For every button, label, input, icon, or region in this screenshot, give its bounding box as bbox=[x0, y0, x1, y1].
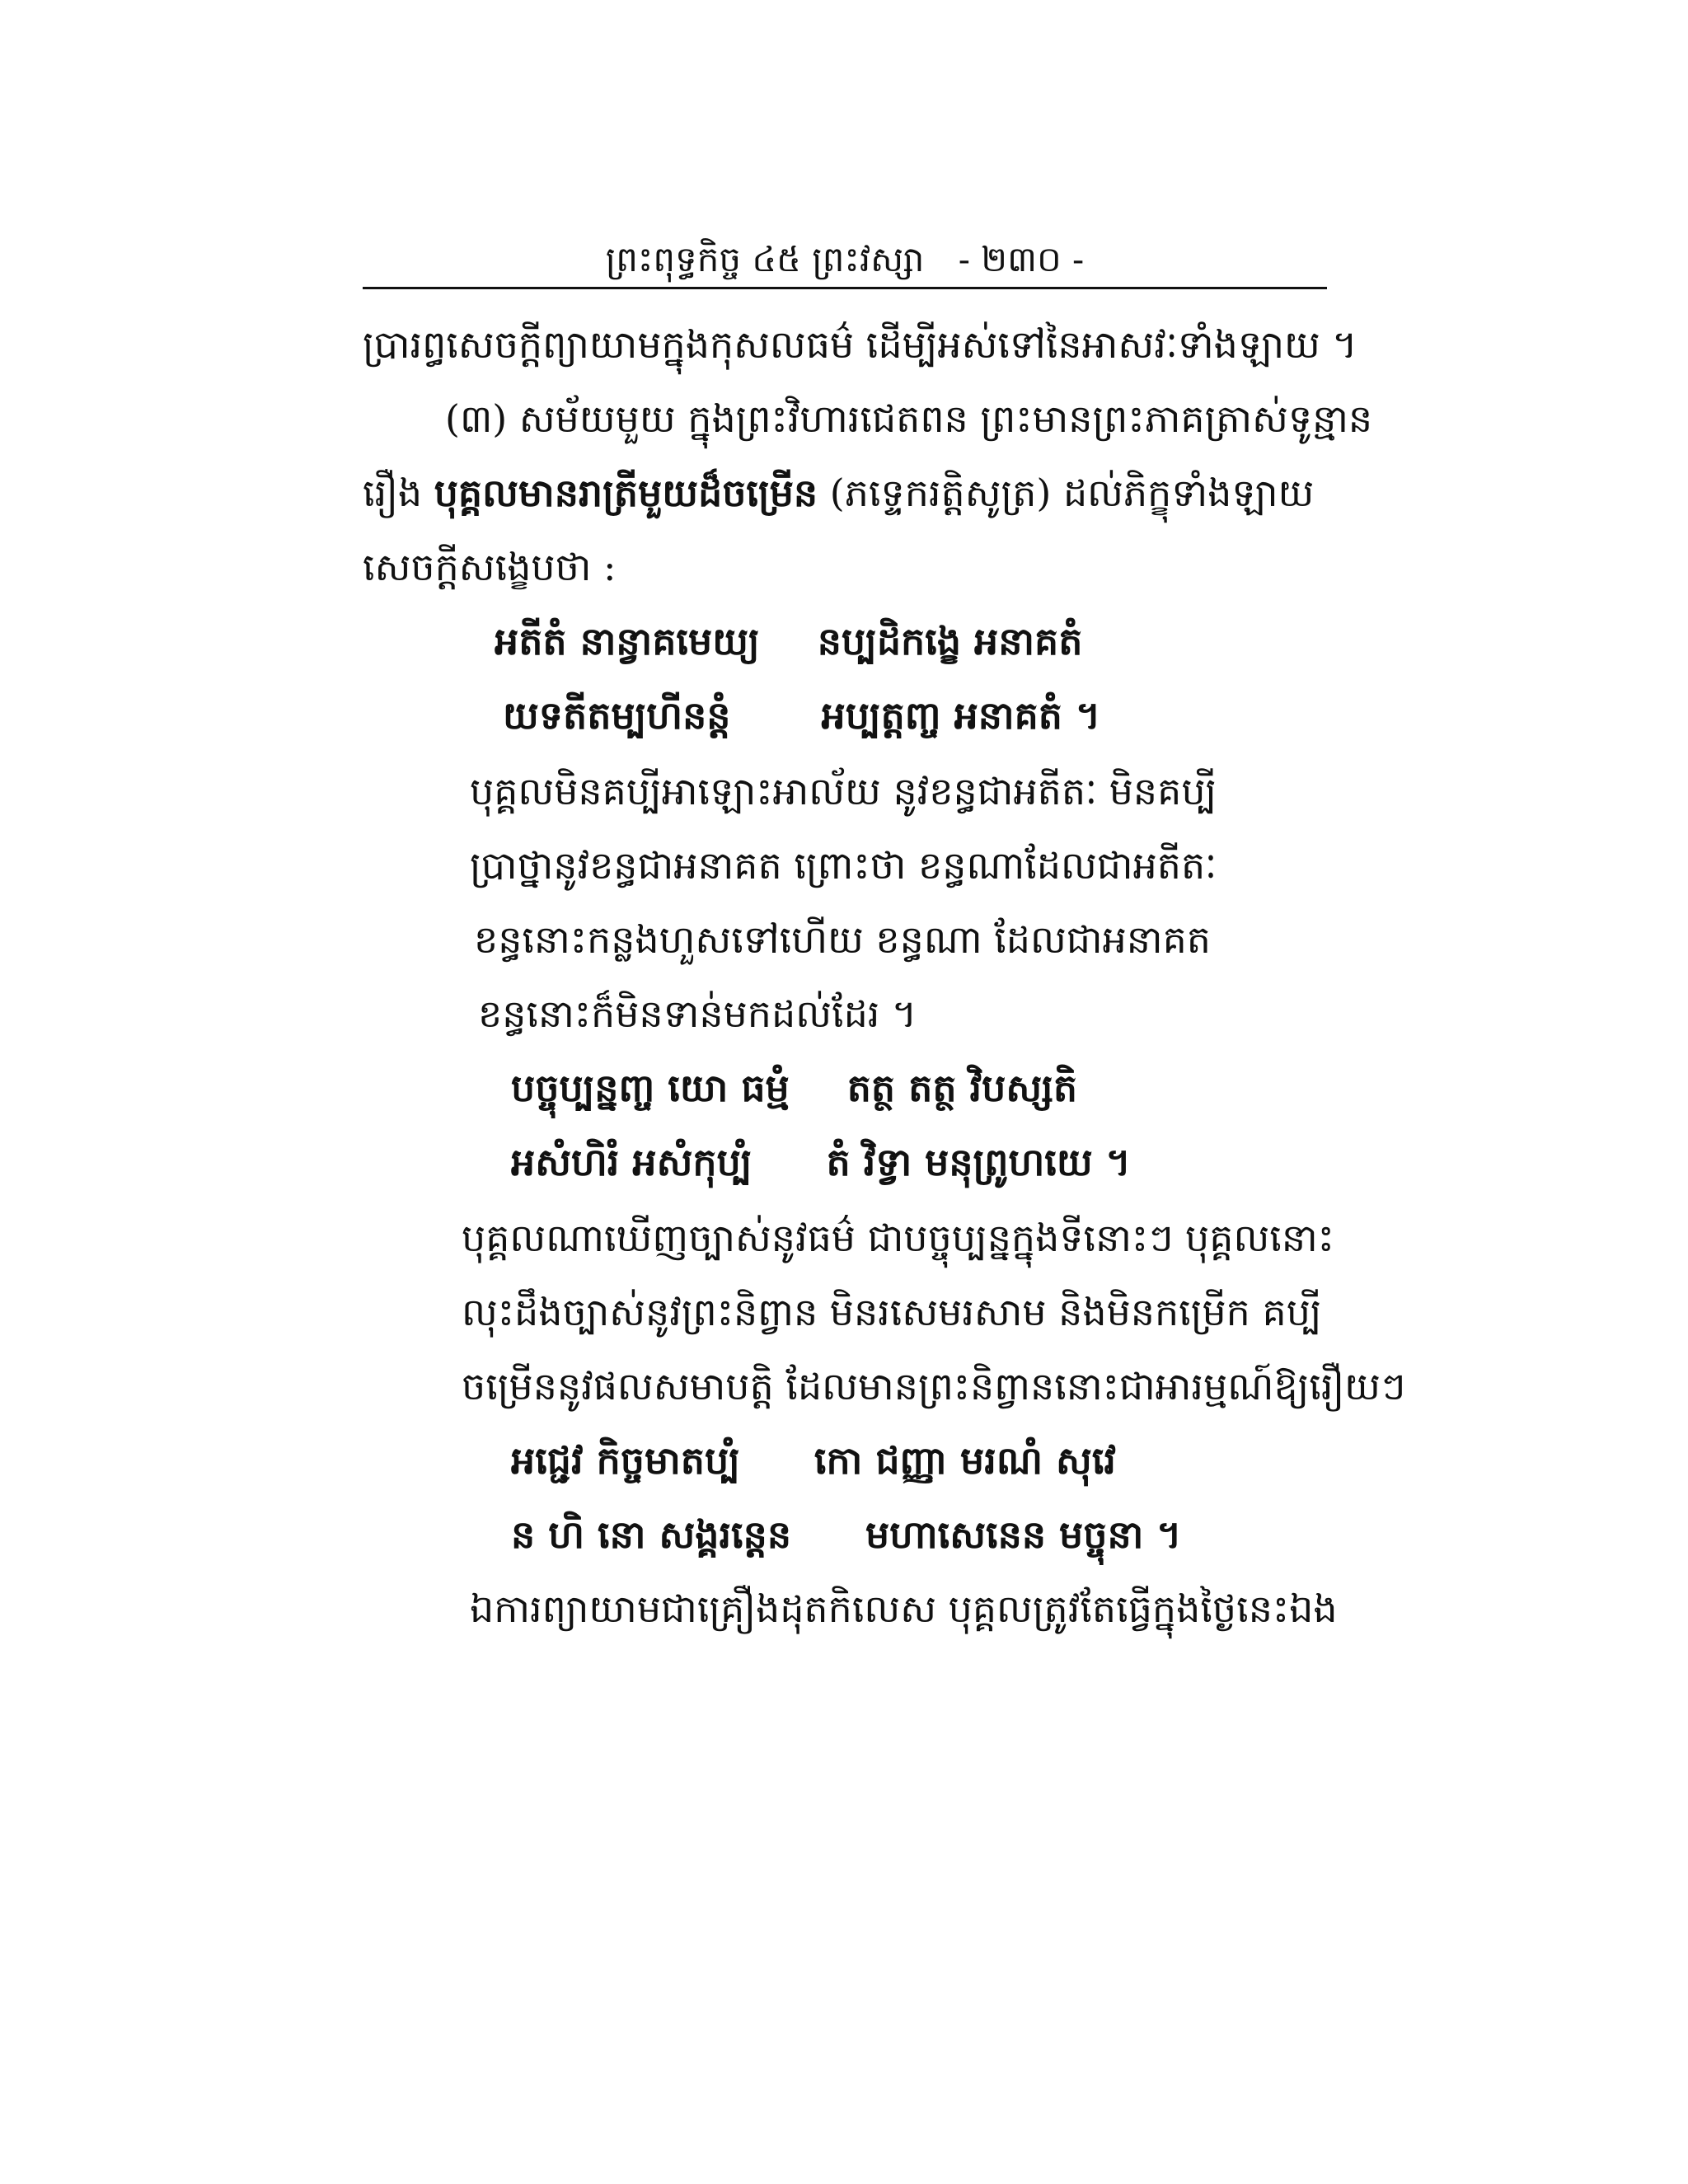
section-3-line-1: (៣) សម័យមួយ ក្នុងព្រះវិហារជេតពន ព្រះមានព្រះភាគត្រាស់ទូន្មាន bbox=[445, 396, 1373, 441]
verse-3-line-1 bbox=[511, 1427, 1116, 1493]
translation-2-line-3: ចម្រើននូវផលសមាបត្តិ ដែលមានព្រះនិព្វាននោះជាអារម្មណ៍ឱ្យរឿយៗ bbox=[462, 1364, 1406, 1408]
verse-3-b2: មហាសេនេន មច្ចុនា ។ bbox=[865, 1512, 1182, 1557]
section-3-line-3: សេចក្តីសង្ខេបថា : bbox=[363, 545, 617, 589]
translation-1-line-1: បុគ្គលមិនគប្បីអាឡោះអាល័យ នូវខន្ធជាអតីតៈ មិនគប្បី bbox=[470, 769, 1217, 813]
verse-2-line-1 bbox=[511, 1055, 1077, 1121]
page-number: - ២៣០ - bbox=[958, 239, 1085, 279]
verse-2-b2: តំ វិទ្វា មនុព្រូហយេ ។ bbox=[826, 1140, 1131, 1184]
translation-2-line-2: លុះដឹងច្បាស់នូវព្រះនិព្វាន មិនរសេមរសាម និងមិនកម្រើក គប្បី bbox=[462, 1290, 1322, 1334]
intro-line: ប្រារព្ធសេចក្តីព្យាយាមក្នុងកុសលធម៌ ដើម្បីអស់ទៅនៃអាសវៈទាំងឡាយ ។ bbox=[363, 322, 1357, 367]
section-3-rest: (ភទ្ទេករត្តិសូត្រ) ដល់ភិក្ខុទាំងឡាយ bbox=[829, 471, 1315, 515]
verse-3-a1: អជ្ជេវ កិច្ចមាតប្បំ bbox=[511, 1438, 740, 1483]
verse-2-line-2 bbox=[511, 1129, 1131, 1195]
verse-1-line-1 bbox=[495, 608, 1082, 674]
verse-3-b1: ន ហិ នោ សង្គរន្តេន bbox=[511, 1512, 792, 1557]
verse-3-a2: កោ ជញ្ញា មរណំ សុវេ bbox=[814, 1438, 1117, 1483]
translation-2-line-1: បុគ្គលណាឃើញច្បាស់នូវធម៌ ជាបច្ចុប្បន្នក្នុងទីនោះៗ បុគ្គលនោះ bbox=[462, 1216, 1334, 1260]
verse-1-b1: យទតីតម្បហីនន្តំ bbox=[503, 693, 731, 738]
verse-2-a2: តត្ថ តត្ថ វិបស្សតិ bbox=[846, 1066, 1078, 1110]
book-title: ព្រះពុទ្ធកិច្ច ៤៥ ព្រះវស្សា bbox=[605, 239, 925, 279]
translation-1-line-3: ខន្ធនោះកន្លងហួសទៅហើយ ខន្ធណា ដែលជាអនាគត bbox=[474, 917, 1211, 962]
verse-1-b2: អប្បត្តញ្ច អនាគតំ ។ bbox=[821, 693, 1101, 738]
translation-1-line-4: ខន្ធនោះក៏មិនទាន់មកដល់ដែរ ។ bbox=[478, 991, 917, 1036]
translation-1-line-2: ប្រាថ្នានូវខន្ធជាអនាគត ព្រោះថា ខន្ធណាដែលជាអតីតៈ bbox=[470, 843, 1217, 888]
section-3-line-2 bbox=[363, 460, 1314, 526]
verse-3-line-2 bbox=[511, 1502, 1182, 1568]
verse-1-line-2 bbox=[503, 682, 1100, 748]
section-3-word: រឿង bbox=[363, 471, 423, 515]
verse-2-b1: អសំហិរំ អសំកុប្បំ bbox=[511, 1140, 753, 1184]
header-rule bbox=[363, 287, 1327, 289]
verse-2-a1: បច្ចុប្បន្នញ្ច យោ ធម្មំ bbox=[511, 1066, 790, 1110]
verse-1-a2: នប្បដិកង្ខេ អនាគតំ bbox=[817, 619, 1083, 663]
translation-3-line-1: ឯការព្យាយាមជាគ្រឿងដុតកិលេស បុគ្គលត្រូវតែធ្វើក្នុងថ្ងៃនេះឯង bbox=[470, 1586, 1338, 1631]
sutta-title: បុគ្គលមានរាត្រីមួយដ៏ចម្រើន bbox=[434, 471, 818, 515]
verse-1-a1: អតីតំ នាន្វាគមេយ្យ bbox=[495, 619, 760, 663]
page-header bbox=[363, 235, 1327, 284]
